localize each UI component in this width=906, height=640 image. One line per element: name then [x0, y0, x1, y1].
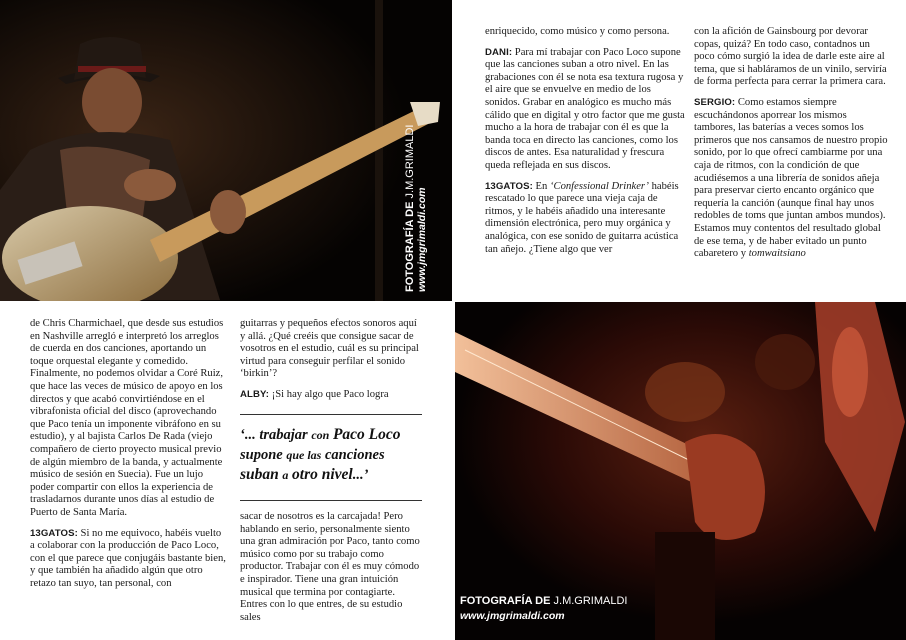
paragraph: guitarras y pequeños efectos sonoros aquí y allá. ¿Qué creéis que consigue sacar de vosotros en el estudio, cuál es su principal virtud para conseguir perfilar el sonido ‘birkin’? — [240, 318, 419, 380]
pull-quote: ‘... trabajar con Paco Loco supone que las canciones suban a otro nivel...’ — [240, 426, 401, 483]
paragraph: 13GATOS: En ‘Confessional Drinker’ habéis rescatado lo que parece una vieja caja de ritmos, y le habéis añadido una interesante dimensión electrónica, pero muy orgánica y analógica, con ese sonido de guitarra acústica tan añejo. ¿Tiene algo que ver — [485, 180, 679, 255]
song-title: ‘Confessional Drinker’ — [549, 180, 649, 192]
photo-credit-horizontal — [460, 594, 627, 624]
paragraph: de Chris Charmichael, que desde sus estudios en Nashville arregló e interpretó los arreglos de cuerda en dos canciones, aportando un toque orquestal elegante y comedido. Finalmente, no podemos olvidar a Coré Ruiz, que hace las veces de músico de apoyo en los directos y que acabó convirtiéndose en el vibrafonista oficial del disco (aprovechando que Paco tenía un imponente vibráfono en su estudio), y al bajista Carlos De Rada (viejo compañero de cierto proyecto musical previo de algún miembro de la banda, y actualmente músico de sesión en Suecia). Fue un lujo poder compartir con ellos la experiencia de trasladarnos durante unos días al estudio de Puerto de Santa María. — [30, 318, 224, 518]
speaker-label: 13GATOS: — [30, 527, 78, 539]
paragraph: sacar de nosotros es la carcajada! Pero hablando en serio, personalmente siento una gran admiración por Paco, tanto como músico como por su trabajo como productor. Trabajar con él es muy cómodo e inspirador. Tiene una gran intuición musical que termina por contagiarte. Entres con lo que entres, de su estudio sales — [240, 511, 420, 623]
text-column-top-middle — [485, 26, 685, 264]
photo-credit-vertical — [404, 125, 428, 292]
paragraph: ALBY: ¡Si hay algo que Paco logra — [240, 388, 389, 400]
speaker-label: 13GATOS: — [485, 180, 533, 192]
pull-quote-top-rule — [240, 414, 422, 415]
text-column-bottom-left — [30, 318, 226, 598]
paragraph: DANI: Para mí trabajar con Paco Loco supone que las canciones suban a otro nivel. En las grabaciones con él se nota esa textura rugosa y el aire que se envuelve en medio de los sonidos. Grabar en analógico es mucho más cálido que en digital y otro factor que me gusta mucho a la hora de trabajar con él es que la banda toca en directo las canciones, como los discos de antes. Esa naturalidad y frescura queda reflejada en sus discos. — [485, 46, 685, 171]
speaker-label: SERGIO: — [694, 96, 736, 108]
speaker-label: ALBY: — [240, 388, 270, 400]
paragraph: enriquecido, como músico y como persona. — [485, 26, 670, 37]
text-column-top-right — [694, 26, 890, 269]
pull-quote-bottom-rule — [240, 500, 422, 501]
photo-credit-label: FOTOGRAFÍA DE J.M.GRIMALDI — [460, 595, 628, 607]
photo-guitar-neck-red — [455, 302, 906, 640]
paragraph: SERGIO: Como estamos siempre escuchándonos aporrear los mismos tambores, las baterías a veces somos los primeros que nos cansamos de nuestro propio sonido, por lo que ofrecí cambiarme por una caja de ritmos, con la condición de que acudiésemos a una librería de sonidos añeja para preservar cierto encanto orgánico que requería la canción (aunque final hay unos redobles de toms que juntan ambos mundos). Estamos muy contentos del resultado global de ese tema, y de haber evitado un punto cabaretero y tomwaitsiano — [694, 96, 888, 260]
photo-credit-label: FOTOGRAFÍA DE J.M.GRIMALDI — [404, 124, 416, 292]
photo-credit-url: www.jmgrimaldi.com — [416, 187, 428, 292]
text-column-bottom-middle-lower — [240, 511, 422, 632]
photo-guitarist-hat — [0, 0, 452, 301]
speaker-label: DANI: — [485, 46, 513, 58]
paragraph: 13GATOS: Si no me equivoco, habéis vuelto a colaborar con la producción de Paco Loco, con el que parece que conjugáis bastante bien, y que también ha añadido algún que otro retazo tan suyo, tan personal, con — [30, 527, 226, 589]
paragraph: con la afición de Gainsbourg por devorar copas, quizá? En todo caso, contadnos un poco cómo surgió la idea de darle este aire al tema, que si habláramos de un vinilo, serviría de forma perfecta para cerrar la primera cara. — [694, 26, 887, 88]
photo-credit-url: www.jmgrimaldi.com — [460, 610, 565, 622]
text-column-bottom-middle-upper — [240, 318, 422, 410]
